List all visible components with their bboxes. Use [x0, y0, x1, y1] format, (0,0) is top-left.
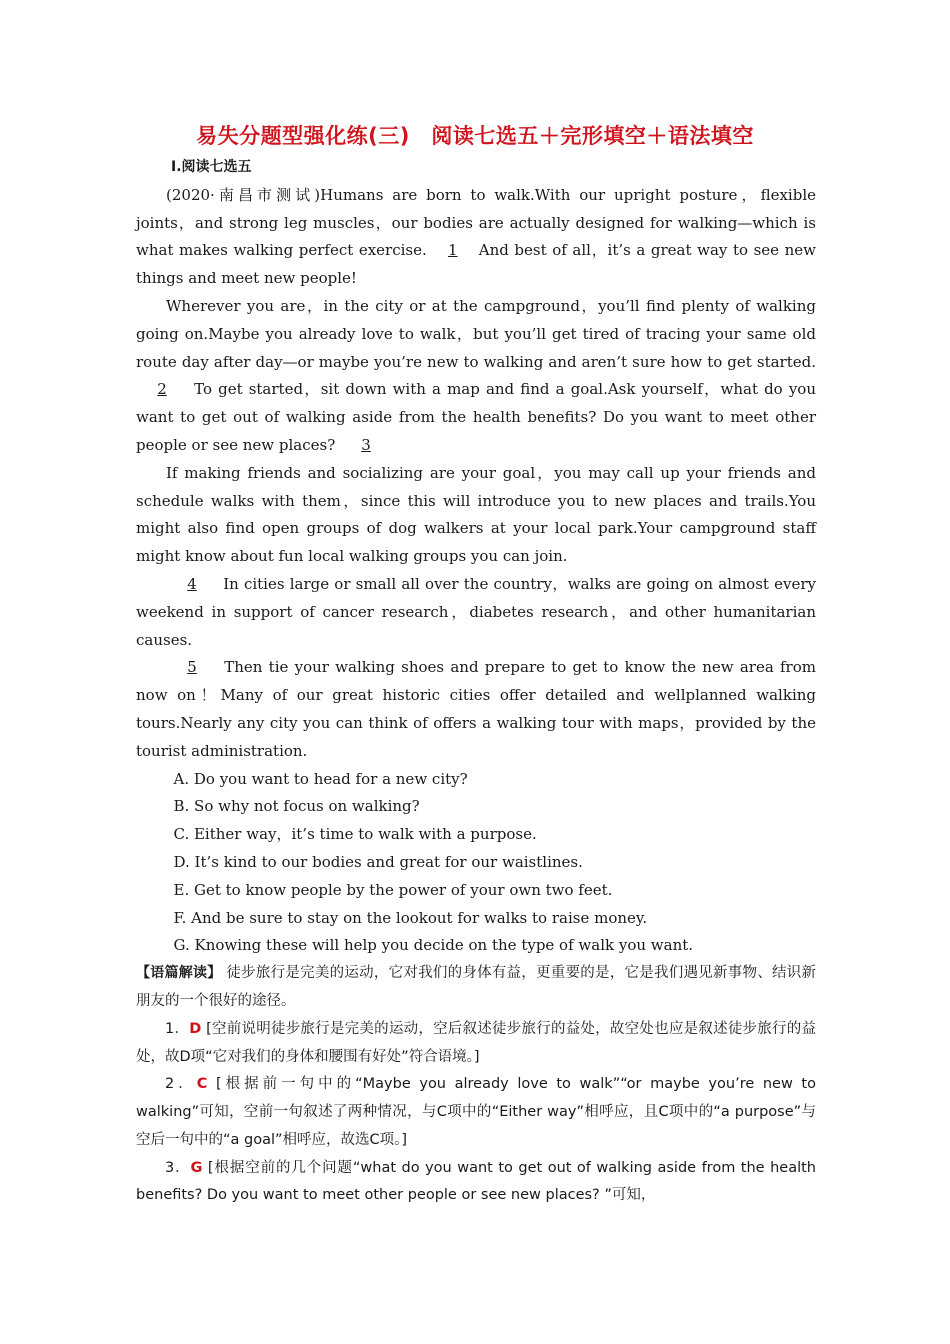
blank-2: 2: [157, 380, 167, 399]
analysis-label: 【语篇解读】: [136, 965, 222, 982]
option-g: G. Knowing these will help you decide on the type of walk you want.: [173, 936, 694, 955]
passage-paragraph-5: 5 Then tie your walking shoes and prepare to get to know the new area from now on！Many of our great historic cities offer detailed and wellplanned walking tours.Nearly any city you can think of offers a walking tour with maps，provided by the tourist administration.: [136, 654, 816, 765]
blank-3: 3: [361, 435, 371, 454]
option-a: A. Do you want to head for a new city?: [173, 769, 468, 788]
blank-5: 5: [187, 658, 197, 677]
answer-3: 3．G [根据空前的几个问题“what do you want to get out of walking aside from the health benefits? Do you want to meet other people or see new places? ”可知，: [136, 1159, 816, 1204]
passage-paragraph-1: (2020·南昌市测试)Humans are born to walk.With our upright posture，flexible joints，and strong leg muscles，our bodies are actually designed for walking—which is what makes walking perfect exercise. 1 And best of all，it’s a great way to see new things and meet new people!: [136, 185, 816, 288]
section-heading: Ⅰ.阅读七选五: [171, 159, 252, 175]
option-e: E. Get to know people by the power of your own two feet.: [173, 880, 613, 899]
page-title: 易失分题型强化练(三) 阅读七选五＋完形填空＋语法填空: [196, 124, 754, 148]
option-d: D. It’s kind to our bodies and great for our waistlines.: [173, 852, 583, 871]
passage-paragraph-4: 4 In cities large or small all over the country，walks are going on almost every weekend in support of cancer research，diabetes research，and other humanitarian causes.: [136, 571, 816, 654]
answer-key-3: G: [190, 1159, 203, 1176]
blank-1: 1: [447, 241, 458, 260]
passage-paragraph-3: If making friends and socializing are your goal，you may call up your friends and schedule walks with them，since this will introduce you to new places and trails.You might also find open groups of dog walkers at your local park.Your campground staff might know about fun local walking groups you can join.: [136, 463, 816, 566]
answer-key-1: D: [189, 1020, 202, 1037]
passage-paragraph-2: Wherever you are，in the city or at the campground，you’ll find plenty of walking going on.Maybe you already love to walk，but you’ll get tired of tracing your same old route day after day—or maybe you’re new to walking and aren’t sure how to get started. 2 To get started，sit down with a map and find a goal.Ask yourself，what do you want to get out of walking aside from the health benefits? Do you want to meet other people or see new places? 3: [136, 293, 816, 460]
answer-1: 1．D [空前说明徒步旅行是完美的运动，空后叙述徒步旅行的益处，故空处也应是叙述徒步旅行的益处，故D项“它对我们的身体和腰围有好处”符合语境。]: [136, 1020, 817, 1065]
option-b: B. So why not focus on walking?: [173, 797, 420, 816]
answer-2: 2．C [根据前一句中的“Maybe you already love to walk”“or maybe you’re new to walking”可知，空前一句叙述了两种情况，与C项中的“Either way”相呼应，且C项中的“a purpose”与空后一句中的“a goal”相呼应，故选C项。]: [136, 1076, 816, 1148]
blank-4: 4: [187, 574, 197, 593]
answer-key-2: C: [196, 1076, 208, 1093]
document-body: [136, 154, 816, 1210]
option-c: C. Either way，it’s time to walk with a purpose.: [173, 825, 537, 844]
option-f: F. And be sure to stay on the lookout for walks to raise money.: [173, 908, 648, 927]
passage-analysis: 【语篇解读】 徒步旅行是完美的运动，它对我们的身体有益，更重要的是，它是我们遇见新事物、结识新朋友的一个很好的途径。: [136, 965, 817, 1009]
